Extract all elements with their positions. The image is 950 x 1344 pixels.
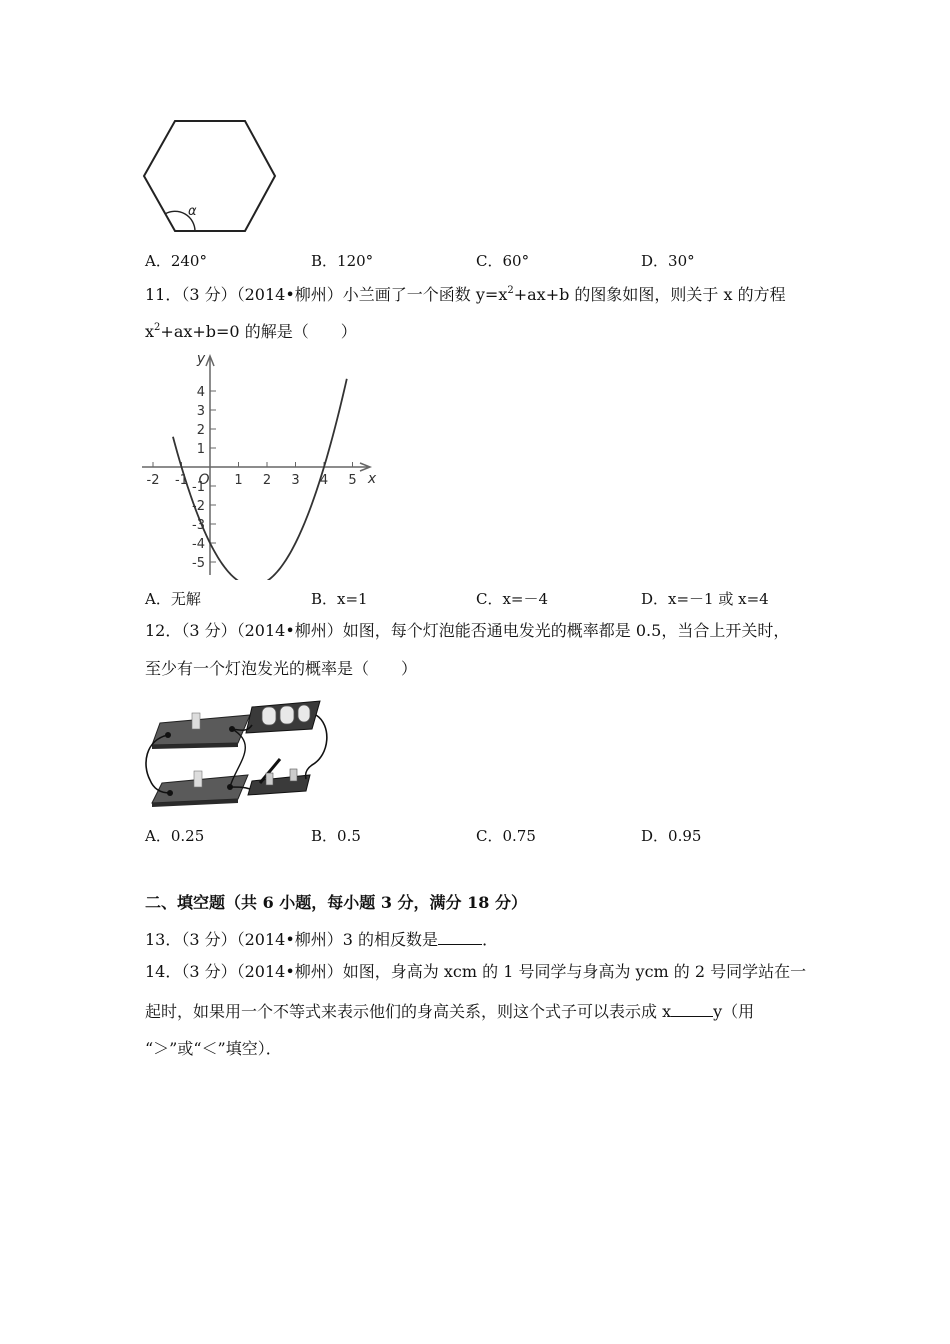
q13-suffix: ． <box>482 930 499 949</box>
x-tick-label: 1 <box>234 473 243 488</box>
x-tick-label: -1 <box>175 473 188 488</box>
y-axis-label: y <box>196 351 206 367</box>
angle-label: α <box>188 204 197 219</box>
switch-base <box>248 775 310 795</box>
q14-line2-suffix: y（用 <box>713 1002 755 1021</box>
q11-line1-prefix: 11．（3 分）（2014•柳州）小兰画了一个函数 y=x <box>145 285 508 304</box>
y-tick-label: -2 <box>192 499 205 514</box>
y-tick-label: 3 <box>196 404 205 419</box>
q11-line2-exp: 2 <box>154 322 161 333</box>
x-tick-label: 5 <box>348 473 357 488</box>
q11-line2-prefix: x <box>145 322 155 341</box>
q11-line1-suffix: +ax+b 的图象如图，则关于 x 的方程 <box>513 285 786 304</box>
q10-option-a: A．240° <box>145 252 207 270</box>
y-tick-label: 2 <box>196 423 205 438</box>
q11-stem-line2 <box>145 322 357 342</box>
q12-stem-line2: 至少有一个灯泡发光的概率是（ ） <box>145 659 418 678</box>
x-tick-label: -2 <box>146 473 160 488</box>
parabola-chart <box>140 350 390 580</box>
y-tick-label: -5 <box>192 556 205 571</box>
x-tick-label: 3 <box>291 473 300 488</box>
q11-line1-exp: 2 <box>507 285 514 296</box>
q12-option-d: D．0.95 <box>641 827 702 845</box>
lamp-bottom <box>194 771 202 787</box>
q11-stem-line1 <box>145 285 786 305</box>
q11-option-a: A．无解 <box>145 590 201 608</box>
hexagon-figure <box>140 118 280 236</box>
hexagon <box>144 121 275 231</box>
y-tick-label: 1 <box>196 442 205 457</box>
q14-stem-line2 <box>145 1000 754 1022</box>
y-tick-label: 4 <box>196 385 205 400</box>
circuit-photo <box>140 695 335 810</box>
q11-option-d: D．x=－1 或 x=4 <box>641 590 769 608</box>
q13-prefix: 13．（3 分）（2014•柳州）3 的相反数是 <box>145 930 439 949</box>
y-tick-label: -4 <box>192 537 205 552</box>
q14-answer-blank[interactable] <box>671 1000 713 1017</box>
y-tick-label: -1 <box>192 480 205 495</box>
q10-option-c: C．60° <box>476 252 530 270</box>
origin-label: O <box>198 472 210 488</box>
q11-line2-suffix: +ax+b=0 的解是（ ） <box>160 322 357 341</box>
y-tick-label: -3 <box>192 518 205 533</box>
q12-stem-line1: 12．（3 分）（2014•柳州）如图，每个灯泡能否通电发光的概率都是 0.5，当合上开关时， <box>145 621 790 640</box>
section-heading: 二、填空题（共 6 小题，每小题 3 分，满分 18 分） <box>145 893 527 912</box>
q10-option-b: B．120° <box>311 252 374 270</box>
q10-option-d: D．30° <box>641 252 695 270</box>
q14-line2-prefix: 起时，如果用一个不等式来表示他们的身高关系，则这个式子可以表示成 x <box>145 1002 672 1021</box>
q11-option-c: C．x=－4 <box>476 590 549 608</box>
x-axis-label: x <box>367 471 377 487</box>
lamp-top <box>192 713 200 729</box>
x-tick-label: 4 <box>319 473 329 488</box>
q12-option-b: B．0.5 <box>311 827 361 845</box>
q13-stem <box>145 928 498 950</box>
q12-option-c: C．0.75 <box>476 827 536 845</box>
q14-stem-line3: “＞”或“＜”填空）． <box>145 1039 282 1058</box>
q13-answer-blank[interactable] <box>438 928 482 945</box>
q14-stem-line1: 14．（3 分）（2014•柳州）如图，身高为 xcm 的 1 号同学与身高为 ycm 的 2 号同学站在一 <box>145 962 807 981</box>
q12-option-a: A．0.25 <box>145 827 205 845</box>
x-tick-label: 2 <box>262 473 272 488</box>
q11-option-b: B．x=1 <box>311 590 368 608</box>
